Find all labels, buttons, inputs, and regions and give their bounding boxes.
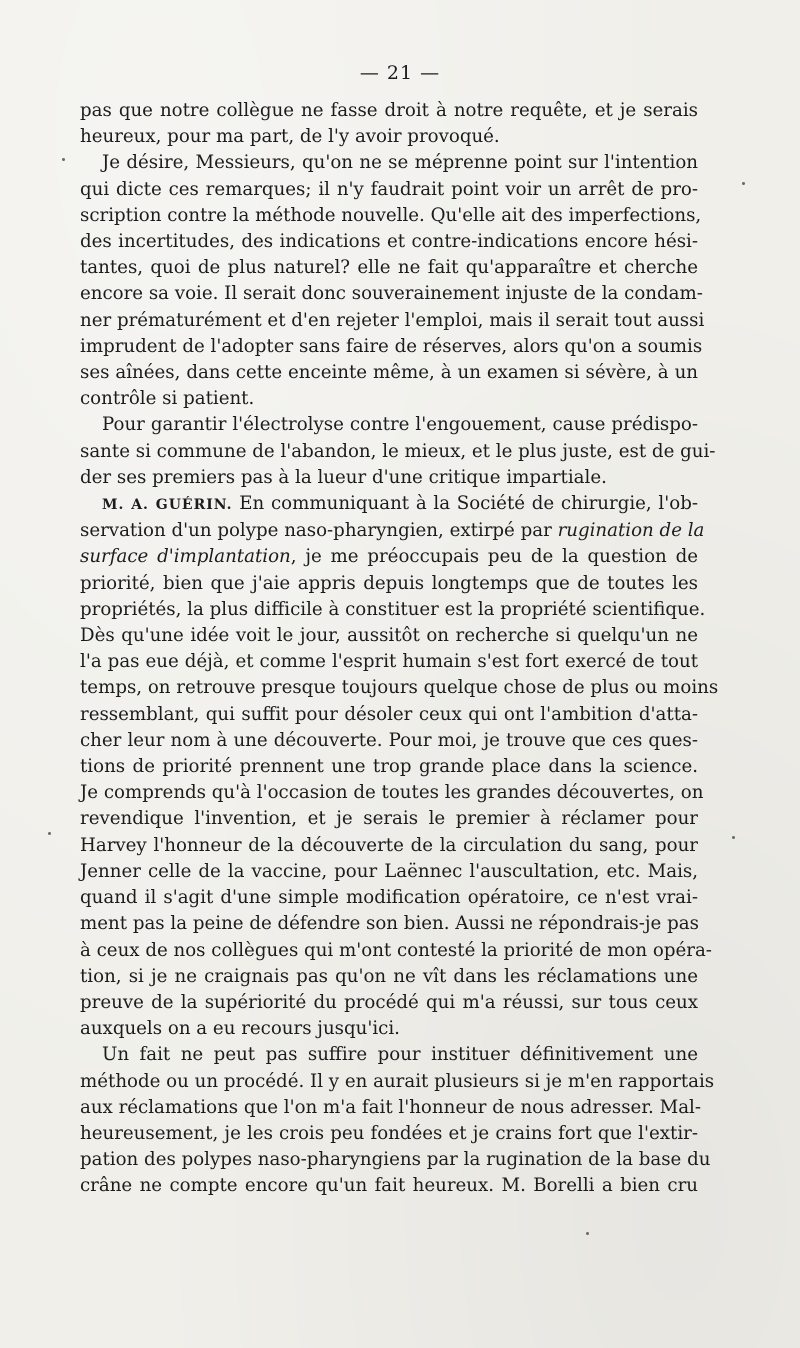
text-line: scription contre la méthode nouvelle. Qu'elle ait des imperfections, [80,204,702,226]
text-line: heureusement, je les crois peu fondées et je crains fort que l'extir- [80,1122,698,1144]
text-line: quand il s'agit d'une simple modification opératoire, ce n'est vrai- [80,887,698,909]
paper-speck [62,158,65,161]
text-line: Un fait ne peut pas suffire pour instituer définitivement une [102,1044,698,1066]
text-line: qui dicte ces remarques; il n'y faudrait point voir un arrêt de pro- [80,178,698,200]
text-line: tantes, quoi de plus naturel? elle ne fait qu'apparaître et cherche [80,257,698,279]
text-line: Dès qu'une idée voit le jour, aussitôt on recherche si quelqu'un ne [80,625,698,647]
text-line: revendique l'invention, et je serais le premier à réclamer pour [80,808,698,830]
text-line: encore sa voie. Il serait donc souverainement injuste de la condam- [80,283,703,305]
paragraph-5 [80,1042,715,1199]
text-line: l'a pas eue déjà, et comme l'esprit humain s'est fort exercé de tout [80,651,698,673]
text-line: Je comprends qu'à l'occasion de toutes les grandes découvertes, on [80,782,704,804]
speaker-name: M. A. GUÉRIN. [102,497,233,514]
paragraph-1 [80,98,698,150]
text-line: der ses premiers pas à la lueur d'une critique impartiale. [80,466,607,488]
text-line: pas que notre collègue ne fasse droit à notre requête, et je serais [80,100,698,121]
paper-speck [742,182,745,185]
text-line: Je désire, Messieurs, qu'on ne se méprenne point sur l'intention [102,152,698,174]
page-number: — 21 — [359,62,441,84]
italic-text: rugination de la [557,520,705,542]
text-line: ressemblant, qui suffit pour désoler ceux qui ont l'ambition d'atta- [80,703,698,725]
text-line [80,518,705,544]
text-line: propriétés, la plus difficile à constituer est la propriété scientifique. [80,598,706,620]
text-line: heureux, pour ma part, de l'y avoir provoqué. [80,126,500,148]
paragraph-2 [80,150,705,412]
text-line: tion, si je ne craignais pas qu'on ne vît dans les réclamations une [80,965,698,987]
text-line: Pour garantir l'électrolyse contre l'engouement, cause prédispo- [102,414,698,436]
italic-text: surface d'implantation [80,546,291,568]
text-line: ment pas la peine de défendre son bien. Aussi ne répondrais-je pas [80,913,699,935]
text-line: tions de priorité prennent une trop grande place dans la science. [80,756,698,778]
text-span: , je me préoccupais peu de la question de [290,546,698,568]
text-line: temps, on retrouve presque toujours quelque chose de plus ou moins [80,677,719,699]
text-line: ses aînées, dans cette enceinte même, à un examen si sévère, à un [80,362,698,384]
text-line: pation des polypes naso-pharyngiens par la rugination de la base du [80,1149,711,1171]
body-text [80,98,719,1200]
text-line: Jenner celle de la vaccine, pour Laënnec l'auscultation, etc. Mais, [80,860,698,882]
text-line: à ceux de nos collègues qui m'ont contesté la priorité de mon opéra- [80,939,712,961]
text-line: méthode ou un procédé. Il y en aurait plusieurs si je m'en rapportais [80,1070,715,1092]
paper-speck [586,1232,589,1235]
text-line: preuve de la supériorité du procédé qui m'a réussi, sur tous ceux [80,991,698,1013]
text-line: contrôle si patient. [80,388,255,410]
text-line: auxquels on a eu recours jusqu'ici. [80,1018,400,1040]
paragraph-4-guerin [80,491,719,1042]
text-line: aux réclamations que l'on m'a fait l'honneur de nous adresser. Mal- [80,1096,702,1118]
text-line: crâne ne compte encore qu'un fait heureux. M. Borelli a bien cru [80,1175,698,1197]
text-line [80,491,698,518]
text-line: sante si commune de l'abandon, le mieux, et le plus juste, est de gui- [80,440,716,462]
text-line: des incertitudes, des indications et contre-indications encore hési- [80,231,698,253]
text-line: Harvey l'honneur de la découverte de la circulation du sang, pour [80,834,698,856]
text-line: priorité, bien que j'aie appris depuis longtemps que de toutes les [80,572,698,594]
text-line: imprudent de l'adopter sans faire de réserves, alors qu'on a soumis [80,335,703,357]
text-line: cher leur nom à une découverte. Pour moi, je trouve que ces ques- [80,729,698,751]
paragraph-3 [80,412,716,491]
text-line [80,544,698,570]
paper-speck [732,836,735,839]
text-span: En communiquant à la Société de chirurgie, l'ob- [232,493,698,515]
paper-speck [48,832,51,835]
text-span: servation d'un polype naso-pharyngien, extirpé par [80,520,558,542]
text-line: ner prématurément et d'en rejeter l'emploi, mais il serait tout aussi [80,309,705,331]
